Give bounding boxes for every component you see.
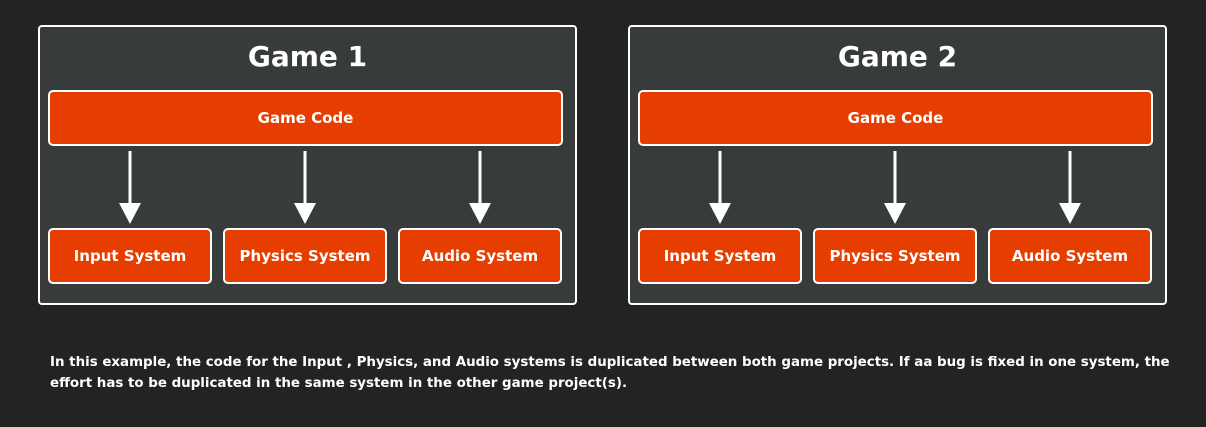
game-1-title: Game 1: [247, 40, 368, 73]
game-2-arrow-physics: [883, 151, 907, 225]
game-2-game-code-box: Game Code: [638, 90, 1153, 146]
game-1-game-code-box: Game Code: [48, 90, 563, 146]
game-2-arrow-audio: [1058, 151, 1082, 225]
game-1-physics-system-box: Physics System: [223, 228, 387, 284]
game-1-panel: [38, 25, 577, 305]
footnote-text: In this example, the code for the Input , Physics, and Audio systems is duplicated between both game projects. If aa bug is fixed in one system, the effort has to be duplicated in the same system in the other game project(s).: [50, 355, 1170, 391]
game-2-audio-system-box: Audio System: [988, 228, 1152, 284]
game-2-arrow-input: [708, 151, 732, 225]
game-1-arrow-audio: [468, 151, 492, 225]
game-1-arrow-physics: [293, 151, 317, 225]
game-2-physics-system-box: Physics System: [813, 228, 977, 284]
game-2-input-system-box: Input System: [638, 228, 802, 284]
game-2-panel: [628, 25, 1167, 305]
game-2-title: Game 2: [837, 40, 958, 73]
game-1-audio-system-box: Audio System: [398, 228, 562, 284]
game-1-arrow-input: [118, 151, 142, 225]
game-1-input-system-box: Input System: [48, 228, 212, 284]
